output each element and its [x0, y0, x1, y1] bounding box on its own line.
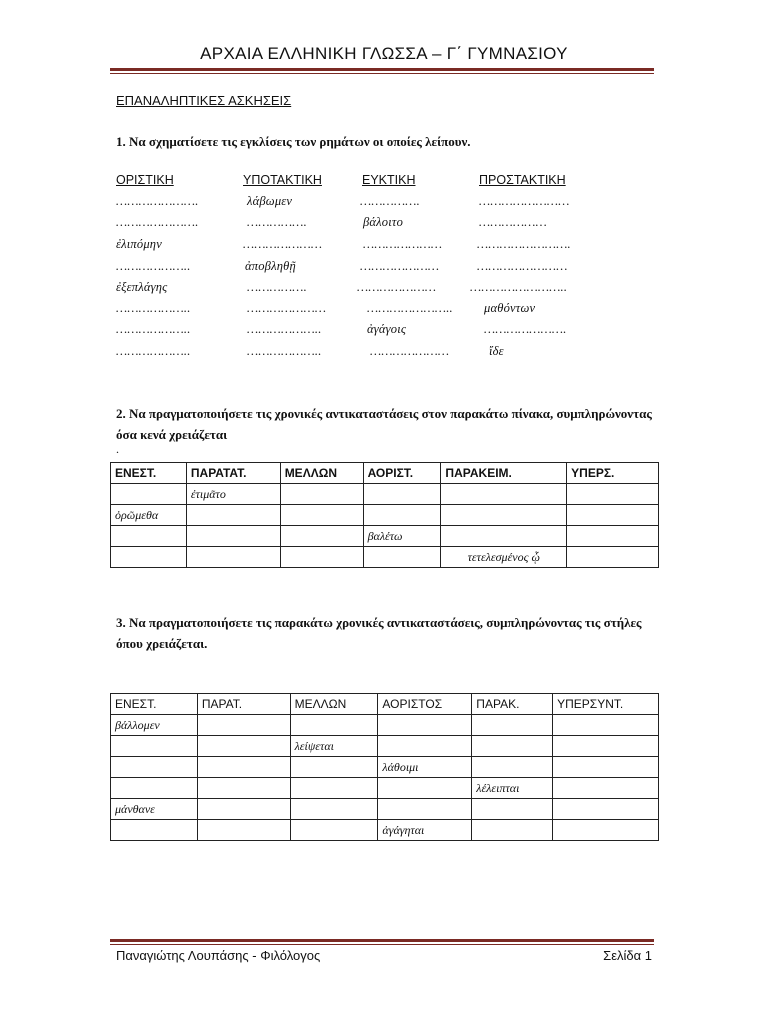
table-cell[interactable] — [197, 715, 290, 736]
ex1-cell: ……………….. — [116, 344, 191, 358]
table-header-cell: ΜΕΛΛΩΝ — [290, 694, 378, 715]
table-cell[interactable] — [290, 820, 378, 841]
table-cell[interactable] — [567, 484, 659, 505]
footer-rule — [110, 939, 654, 942]
table-row — [111, 757, 659, 778]
ex1-cell: ἀγάγοις — [367, 322, 407, 336]
ex1-cell: ἐξεπλάγης — [116, 280, 168, 294]
ex1-cell: ……………….. — [247, 322, 322, 336]
table-cell[interactable] — [378, 736, 472, 757]
ex1-cell: ……………….. — [116, 259, 191, 273]
ex1-header-oristiki: ΟΡΙΣΤΙΚΗ — [116, 173, 174, 187]
table-header-cell: ΠΑΡΑΚΕΙΜ. — [441, 463, 567, 484]
table-row — [111, 799, 659, 820]
table-cell[interactable] — [197, 799, 290, 820]
table-header-cell: ΕΝΕΣΤ. — [111, 463, 187, 484]
table-cell[interactable] — [290, 799, 378, 820]
ex1-cell: …………………. — [484, 322, 567, 336]
ex1-cell: ………………….. — [367, 301, 453, 315]
header-rule-thin — [110, 73, 654, 74]
ex1-cell: ……………. — [247, 280, 307, 294]
ex1-cell: …………………. — [116, 215, 199, 229]
ex1-cell: ……………. — [247, 215, 307, 229]
ex1-cell: ………………… — [357, 280, 437, 294]
table-cell[interactable] — [553, 715, 659, 736]
table-row — [111, 526, 659, 547]
table-cell[interactable] — [363, 484, 441, 505]
table-cell[interactable] — [111, 547, 187, 568]
table-row — [111, 715, 659, 736]
table-header-cell: ΥΠΕΡΣΥΝΤ. — [553, 694, 659, 715]
table-cell[interactable] — [290, 778, 378, 799]
ex1-cell: ………………… — [370, 344, 450, 358]
table-row — [111, 484, 659, 505]
table-cell[interactable] — [197, 820, 290, 841]
table-row — [111, 778, 659, 799]
ex1-header-euktiki: ΕΥΚΤΙΚΗ — [362, 173, 416, 187]
ex1-cell: …………………….. — [470, 280, 568, 294]
table-cell[interactable]: λάθοιμι — [378, 757, 472, 778]
table-header-cell: ΥΠΕΡΣ. — [567, 463, 659, 484]
ex1-cell: ………………… — [247, 301, 327, 315]
table-cell[interactable] — [290, 715, 378, 736]
table-header-cell: ΠΑΡΑΤ. — [197, 694, 290, 715]
ex1-cell: ἀποβληθῇ — [245, 259, 296, 273]
page-title: ΑΡΧΑΙΑ ΕΛΛΗΝΙΚΗ ΓΛΩΣΣΑ – Γ΄ ΓΥΜΝΑΣΙΟΥ — [200, 44, 568, 63]
table-cell[interactable] — [472, 715, 553, 736]
table-cell[interactable] — [567, 505, 659, 526]
table-cell[interactable] — [441, 526, 567, 547]
table-cell[interactable] — [111, 778, 198, 799]
ex1-cell: ……………………. — [477, 237, 571, 251]
ex1-cell: ………………… — [363, 237, 443, 251]
footer-rule-thin — [110, 944, 654, 945]
table-cell[interactable]: βαλέτω — [363, 526, 441, 547]
table-header-cell: ΑΟΡΙΣΤΟΣ — [378, 694, 472, 715]
table-cell[interactable] — [197, 778, 290, 799]
section-title: ΕΠΑΝΑΛΗΠΤΙΚΕΣ ΑΣΚΗΣΕΙΣ — [116, 93, 292, 108]
table-row — [111, 736, 659, 757]
table-row — [111, 547, 659, 568]
table-cell[interactable]: λέλειπται — [472, 778, 553, 799]
table-cell[interactable] — [378, 778, 472, 799]
ex1-cell: ………………… — [360, 259, 440, 273]
ex1-cell: …………………… — [477, 259, 568, 273]
table-cell[interactable] — [280, 484, 363, 505]
ex1-cell: λάβωμεν — [247, 194, 293, 208]
footer-author: Παναγιώτης Λουπάσης - Φιλόλογος — [116, 948, 321, 963]
table-header-cell: ΜΕΛΛΩΝ — [280, 463, 363, 484]
table-cell[interactable] — [197, 736, 290, 757]
table-cell[interactable] — [280, 547, 363, 568]
table-cell[interactable]: βάλλομεν — [111, 715, 198, 736]
table-header-row — [111, 694, 659, 715]
table-cell[interactable]: τετελεσμένος ᾦ — [441, 547, 567, 568]
table-cell[interactable]: ἐτιμᾶτο — [186, 484, 280, 505]
table-cell[interactable] — [553, 757, 659, 778]
table-cell[interactable]: ἀγάγηται — [378, 820, 472, 841]
table-cell[interactable] — [186, 526, 280, 547]
table-cell[interactable] — [472, 820, 553, 841]
table-cell[interactable] — [111, 484, 187, 505]
footer-page-number: Σελίδα 1 — [603, 948, 652, 963]
ex1-cell: ἐλιπόμην — [116, 237, 162, 251]
table-header-row — [111, 463, 659, 484]
table-cell[interactable] — [472, 736, 553, 757]
table-cell[interactable] — [378, 715, 472, 736]
table-header-cell: ΠΑΡΑΚ. — [472, 694, 553, 715]
table-cell[interactable] — [553, 799, 659, 820]
table-cell[interactable] — [363, 547, 441, 568]
table-cell[interactable] — [197, 757, 290, 778]
ex1-cell: μαθόντων — [484, 301, 536, 315]
ex1-cell: …………………. — [116, 194, 199, 208]
ex1-cell: ……………… — [479, 215, 547, 229]
table-cell[interactable] — [553, 820, 659, 841]
table-cell[interactable] — [280, 505, 363, 526]
table-cell[interactable] — [553, 778, 659, 799]
exercise2-prompt: 2. Να πραγματοποιήσετε τις χρονικές αντικαταστάσεις στον παρακάτω πίνακα, συμπληρώνοντας όσα κενά χρειάζεται — [116, 406, 652, 442]
exercise3-prompt: 3. Να πραγματοποιήσετε τις παρακάτω χρονικές αντικαταστάσεις, συμπληρώνοντας τις στήλες όπου χρειάζεται. — [116, 615, 642, 651]
table-row — [111, 505, 659, 526]
ex1-cell: ……………….. — [116, 301, 191, 315]
table-cell[interactable] — [290, 757, 378, 778]
table-cell[interactable]: ὁρῶμεθα — [111, 505, 187, 526]
exercise3-table — [110, 693, 659, 841]
table-cell[interactable] — [280, 526, 363, 547]
table-cell[interactable] — [378, 799, 472, 820]
exercise2-table — [110, 462, 659, 568]
table-cell[interactable]: λείψεται — [290, 736, 378, 757]
table-cell[interactable] — [111, 736, 198, 757]
table-cell[interactable] — [111, 820, 198, 841]
ex1-cell: ἴδε — [489, 344, 504, 358]
exercise1-prompt: 1. Να σχηματίσετε τις εγκλίσεις των ρημάτων οι οποίες λείπουν. — [116, 134, 471, 149]
table-cell[interactable] — [186, 547, 280, 568]
table-cell[interactable] — [567, 526, 659, 547]
ex1-header-prostaktiki: ΠΡΟΣΤΑΚΤΙΚΗ — [479, 173, 566, 187]
table-header-cell: ΑΟΡΙΣΤ. — [363, 463, 441, 484]
table-cell[interactable] — [441, 484, 567, 505]
ex1-cell: ……………….. — [116, 322, 191, 336]
table-cell[interactable] — [111, 757, 198, 778]
table-cell[interactable]: μάνθανε — [111, 799, 198, 820]
table-cell[interactable] — [363, 505, 441, 526]
ex1-cell: ……………. — [360, 194, 420, 208]
table-header-cell: ΕΝΕΣΤ. — [111, 694, 198, 715]
ex1-header-ypotaktiki: ΥΠΟΤΑΚΤΙΚΗ — [243, 173, 322, 187]
table-row — [111, 820, 659, 841]
table-cell[interactable] — [441, 505, 567, 526]
header-rule — [110, 68, 654, 71]
ex1-cell: ……………….. — [247, 344, 322, 358]
table-cell[interactable] — [472, 799, 553, 820]
ex1-cell: ………………… — [243, 237, 323, 251]
table-cell[interactable] — [472, 757, 553, 778]
ex1-cell: …………………… — [479, 194, 570, 208]
table-header-cell: ΠΑΡΑΤΑΤ. — [186, 463, 280, 484]
table-cell[interactable] — [111, 526, 187, 547]
table-cell[interactable] — [553, 736, 659, 757]
ex1-cell: βάλοιτο — [363, 215, 404, 229]
table-cell[interactable] — [186, 505, 280, 526]
exercise2-marker: . — [116, 442, 119, 456]
table-cell[interactable] — [567, 547, 659, 568]
